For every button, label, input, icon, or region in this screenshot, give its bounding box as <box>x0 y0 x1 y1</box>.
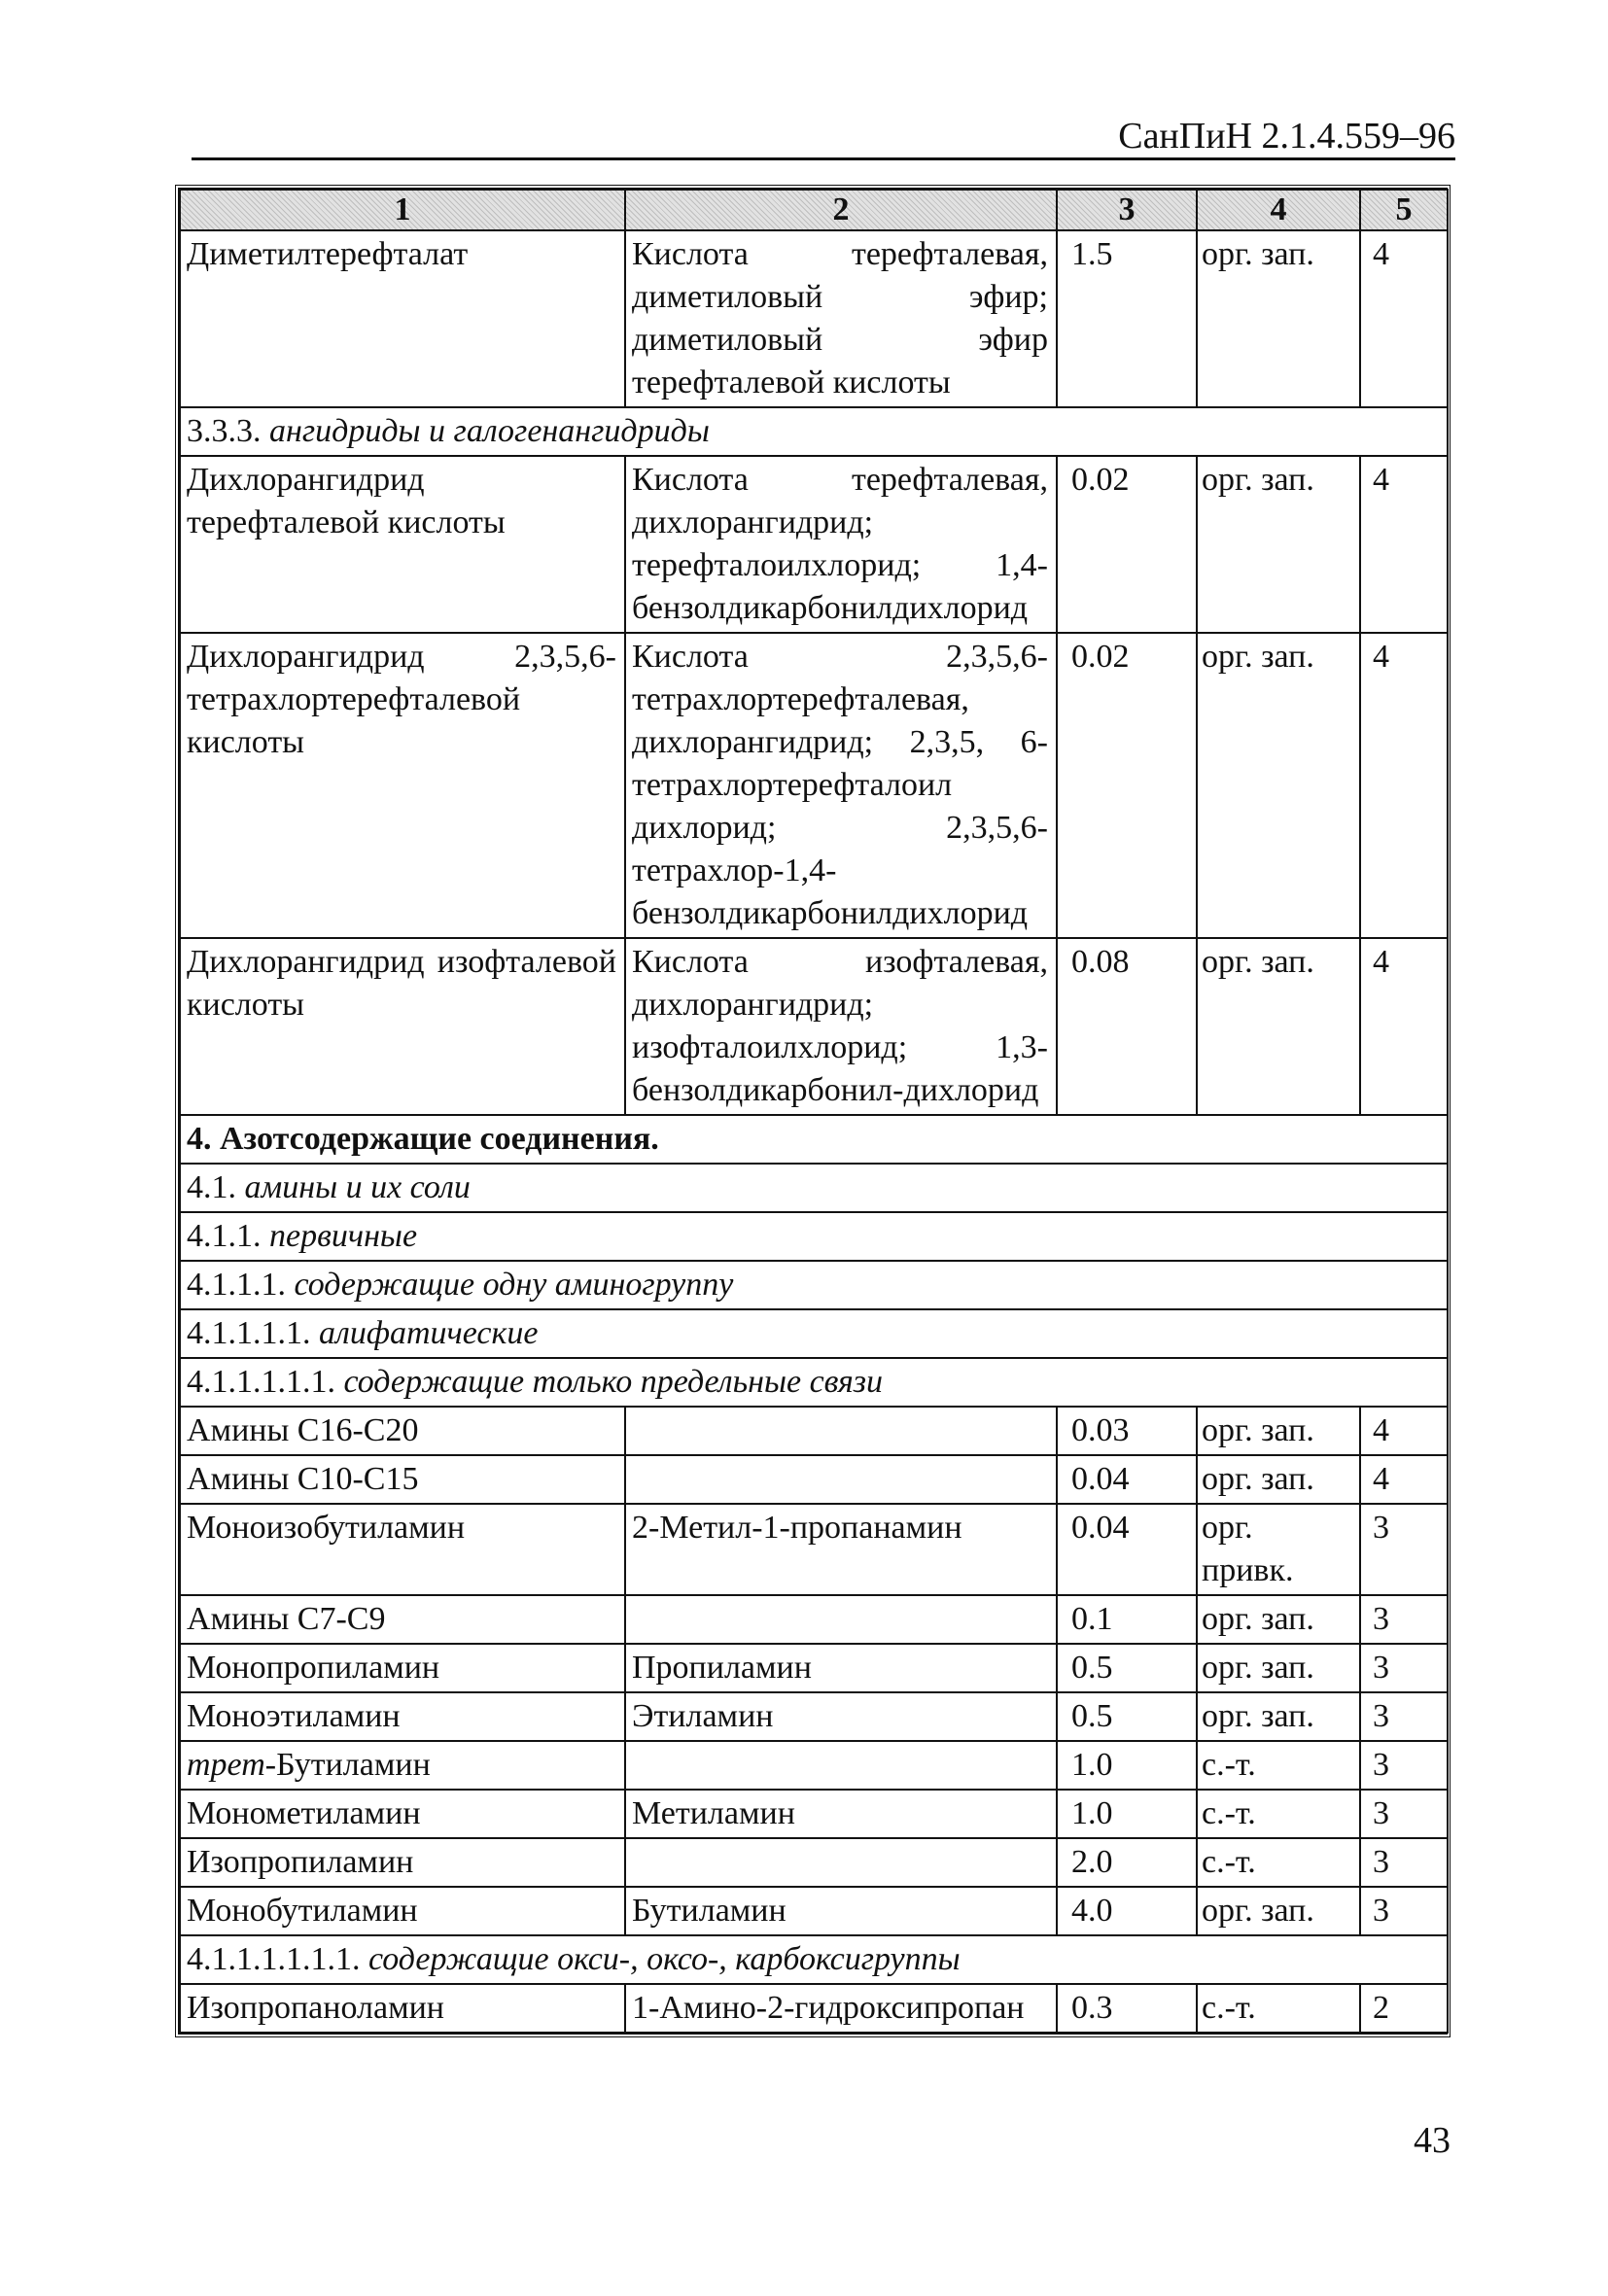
hazard-class-cell: 4 <box>1360 1455 1448 1504</box>
synonyms-cell <box>625 1838 1057 1887</box>
section-heading <box>180 1212 1448 1261</box>
hazard-indicator-cell: орг. зап. <box>1197 938 1360 1115</box>
document-code: СанПиН 2.1.4.559–96 <box>1118 116 1455 157</box>
synonyms-cell: Бутиламин <box>625 1887 1057 1935</box>
section-label: первичные <box>261 1218 418 1254</box>
substance-name-cell <box>180 1741 625 1790</box>
substance-name-cell: Амины С7-С9 <box>180 1595 625 1644</box>
synonyms-cell: Кислота терефталевая, дихлорангидрид; терефталоилхлорид; 1,4-бензолдикарбонилдихлорид <box>625 456 1057 633</box>
concentration-cell: 0.04 <box>1057 1504 1197 1595</box>
hazard-class-cell: 3 <box>1360 1504 1448 1595</box>
section-number: 4. <box>187 1121 212 1157</box>
page-number: 43 <box>1414 2120 1451 2161</box>
substance-name-cell: Амины С16-С20 <box>180 1407 625 1455</box>
synonyms-cell <box>625 1455 1057 1504</box>
section-heading <box>180 1935 1448 1984</box>
substance-name-cell: Изопропаноламин <box>180 1984 625 2033</box>
table-row <box>180 1595 1448 1644</box>
synonyms-cell: 1-Амино-2-гидроксипропан <box>625 1984 1057 2033</box>
header-rule <box>192 157 1455 160</box>
concentration-cell: 0.02 <box>1057 456 1197 633</box>
table-row <box>180 1455 1448 1504</box>
synonyms-cell: Кислота 2,3,5,6-тетрахлортерефталевая, дихлорангидрид; 2,3,5, 6-тетрахлортерефталоил дихлорид; 2,3,5,6-тетрахлор-1,4-бензолдикарбонилдихлорид <box>625 633 1057 938</box>
section-row <box>180 1261 1448 1309</box>
concentration-cell: 0.08 <box>1057 938 1197 1115</box>
synonyms-cell: Кислота изофталевая, дихлорангидрид; изофталоилхлорид; 1,3-бензолдикарбонил-дихлорид <box>625 938 1057 1115</box>
section-number: 3.3.3. <box>187 413 262 449</box>
section-row <box>180 1212 1448 1261</box>
hazard-indicator-cell: с.-т. <box>1197 1838 1360 1887</box>
hazard-class-cell: 4 <box>1360 633 1448 938</box>
hazard-class-cell: 3 <box>1360 1790 1448 1838</box>
hazard-class-cell: 4 <box>1360 938 1448 1115</box>
substance-name-cell: Дихлорангидрид 2,3,5,6-тетрахлортерефталевой кислоты <box>180 633 625 938</box>
section-number: 4.1.1.1.1.1.1. <box>187 1941 361 1977</box>
table-header-row <box>180 190 1448 230</box>
substance-name-cell: Монопропиламин <box>180 1644 625 1692</box>
substance-name-text: -Бутиламин <box>264 1747 431 1783</box>
section-number: 4.1.1.1.1.1. <box>187 1364 335 1400</box>
synonyms-cell: Кислота терефталевая, диметиловый эфир; диметиловый эфир терефталевой кислоты <box>625 230 1057 407</box>
hazard-indicator-cell: с.-т. <box>1197 1741 1360 1790</box>
section-heading <box>180 1164 1448 1212</box>
hazard-class-cell: 3 <box>1360 1741 1448 1790</box>
substance-name-cell: Диметилтерефталат <box>180 230 625 407</box>
table-row <box>180 1741 1448 1790</box>
section-number: 4.1.1.1. <box>187 1267 286 1303</box>
table-row <box>180 1887 1448 1935</box>
hazard-indicator-cell: орг. зап. <box>1197 1692 1360 1741</box>
substance-name-prefix: трет <box>187 1747 265 1783</box>
synonyms-cell <box>625 1407 1057 1455</box>
substance-name-cell: Дихлорангидрид изофталевой кислоты <box>180 938 625 1115</box>
table-row <box>180 230 1448 407</box>
hazard-indicator-cell: с.-т. <box>1197 1790 1360 1838</box>
section-row <box>180 1164 1448 1212</box>
hazard-indicator-cell: орг. зап. <box>1197 456 1360 633</box>
section-heading <box>180 407 1448 456</box>
substance-name-cell: Монометиламин <box>180 1790 625 1838</box>
concentration-cell: 1.0 <box>1057 1741 1197 1790</box>
standards-table <box>175 185 1451 2037</box>
synonyms-cell: Этиламин <box>625 1692 1057 1741</box>
concentration-cell: 0.02 <box>1057 633 1197 938</box>
substance-name-cell: Дихлорангидрид терефталевой кислоты <box>180 456 625 633</box>
hazard-class-cell: 3 <box>1360 1644 1448 1692</box>
section-row <box>180 1358 1448 1407</box>
synonyms-cell: 2-Метил-1-пропанамин <box>625 1504 1057 1595</box>
hazard-class-cell: 3 <box>1360 1838 1448 1887</box>
column-header-5: 5 <box>1360 190 1448 230</box>
substance-name-cell: Моноэтиламин <box>180 1692 625 1741</box>
column-header-1: 1 <box>180 190 625 230</box>
hazard-indicator-cell: с.-т. <box>1197 1984 1360 2033</box>
synonyms-cell: Пропиламин <box>625 1644 1057 1692</box>
section-heading <box>180 1115 1448 1164</box>
section-row <box>180 1115 1448 1164</box>
table-row <box>180 1644 1448 1692</box>
section-number: 4.1.1. <box>187 1218 262 1254</box>
section-number: 4.1. <box>187 1169 236 1205</box>
section-row <box>180 1309 1448 1358</box>
hazard-class-cell: 4 <box>1360 456 1448 633</box>
section-label: содержащие одну аминогруппу <box>286 1267 734 1303</box>
table-row <box>180 938 1448 1115</box>
section-row <box>180 1935 1448 1984</box>
concentration-cell: 0.03 <box>1057 1407 1197 1455</box>
hazard-indicator-cell: орг. зап. <box>1197 230 1360 407</box>
hazard-class-cell: 3 <box>1360 1595 1448 1644</box>
section-label: ангидриды и галогенангидриды <box>261 413 710 449</box>
section-label: содержащие окси-, оксо-, карбоксигруппы <box>360 1941 961 1977</box>
table-row <box>180 633 1448 938</box>
column-header-2: 2 <box>625 190 1057 230</box>
hazard-indicator-cell: орг. зап. <box>1197 633 1360 938</box>
synonyms-cell: Метиламин <box>625 1790 1057 1838</box>
table-row <box>180 1838 1448 1887</box>
hazard-indicator-cell: орг. зап. <box>1197 1644 1360 1692</box>
table-row <box>180 1504 1448 1595</box>
section-heading <box>180 1309 1448 1358</box>
hazard-class-cell: 3 <box>1360 1692 1448 1741</box>
hazard-indicator-cell: орг. зап. <box>1197 1887 1360 1935</box>
hazard-indicator-cell: орг. зап. <box>1197 1595 1360 1644</box>
section-label: амины и их соли <box>236 1169 471 1205</box>
concentration-cell: 1.0 <box>1057 1790 1197 1838</box>
section-label: содержащие только предельные связи <box>335 1364 884 1400</box>
table-row <box>180 1692 1448 1741</box>
section-heading <box>180 1358 1448 1407</box>
concentration-cell: 4.0 <box>1057 1887 1197 1935</box>
concentration-cell: 0.3 <box>1057 1984 1197 2033</box>
table-row <box>180 1407 1448 1455</box>
concentration-cell: 0.5 <box>1057 1644 1197 1692</box>
hazard-class-cell: 4 <box>1360 230 1448 407</box>
table-row <box>180 456 1448 633</box>
section-heading <box>180 1261 1448 1309</box>
hazard-class-cell: 2 <box>1360 1984 1448 2033</box>
section-row <box>180 407 1448 456</box>
column-header-3: 3 <box>1057 190 1197 230</box>
synonyms-cell <box>625 1741 1057 1790</box>
substance-name-cell: Монобутиламин <box>180 1887 625 1935</box>
table-row <box>180 1984 1448 2033</box>
concentration-cell: 2.0 <box>1057 1838 1197 1887</box>
section-label: алифатические <box>310 1315 539 1351</box>
concentration-cell: 0.5 <box>1057 1692 1197 1741</box>
substance-name-cell: Амины С10-С15 <box>180 1455 625 1504</box>
concentration-cell: 1.5 <box>1057 230 1197 407</box>
hazard-indicator-cell: орг. зап. <box>1197 1407 1360 1455</box>
hazard-class-cell: 4 <box>1360 1407 1448 1455</box>
hazard-indicator-cell: орг. зап. <box>1197 1455 1360 1504</box>
substance-name-cell: Моноизобутиламин <box>180 1504 625 1595</box>
section-label: Азотсодержащие соединения. <box>211 1121 659 1157</box>
hazard-class-cell: 3 <box>1360 1887 1448 1935</box>
concentration-cell: 0.04 <box>1057 1455 1197 1504</box>
substance-name-cell: Изопропиламин <box>180 1838 625 1887</box>
table-body <box>180 230 1448 2033</box>
concentration-cell: 0.1 <box>1057 1595 1197 1644</box>
synonyms-cell <box>625 1595 1057 1644</box>
section-number: 4.1.1.1.1. <box>187 1315 311 1351</box>
column-header-4: 4 <box>1197 190 1360 230</box>
hazard-indicator-cell: орг. привк. <box>1197 1504 1360 1595</box>
table-row <box>180 1790 1448 1838</box>
